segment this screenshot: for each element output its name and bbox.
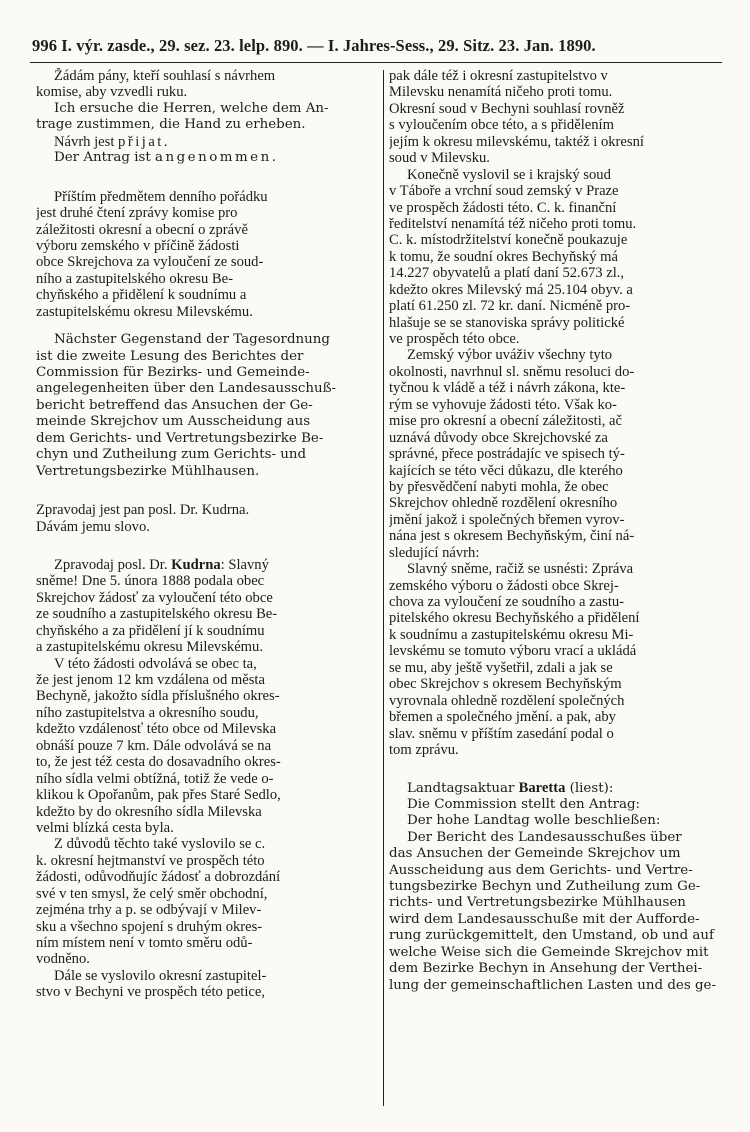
- text-line: Vertretungsbezirke Mühlhausen.: [36, 463, 260, 479]
- text-line: ředitelství nenamítá též ničeho proti tomu.: [389, 215, 637, 232]
- text-line: to, že jest též cesta do dosavadního okres-: [36, 754, 281, 771]
- text-line: v Táboře a vrchní soud zemský v Praze: [389, 183, 619, 200]
- text-line: uznává důvody obce Skrejchovské za: [389, 429, 608, 446]
- text-line: k tomu, že soudní okres Bechyňský má: [389, 248, 619, 265]
- text-line: s vyloučením obce této, a s přidělením: [389, 117, 614, 134]
- text-line: sledující návrh:: [389, 544, 480, 561]
- motion-accepted-german-prefix: Der Antrag ist: [54, 150, 155, 166]
- text-line: Der hohe Landtag wolle beschließen:: [407, 813, 661, 829]
- text-line: ním místem není v tomto směru odů-: [36, 935, 253, 951]
- speech-opening-rest: : Slavný: [220, 556, 269, 573]
- german-motion-intro: [389, 797, 720, 830]
- text-line: angelegenheiten über den Landesausschuß-: [36, 381, 337, 397]
- motion-accepted-german-word: angenommen.: [155, 150, 279, 166]
- text-line: kdežto by do okresního sídla Milevska: [36, 803, 262, 820]
- text-line: richts- und Vertretungsbezirke Mühlhausen: [389, 895, 686, 911]
- speech-continuation: [389, 68, 720, 167]
- secretary-title: Landtagsaktuar: [407, 781, 519, 797]
- motion-accepted-prefix: Návrh jest: [54, 133, 119, 150]
- left-column: [36, 68, 380, 1001]
- right-column: [389, 68, 720, 994]
- text-line: bericht betreffend das Ansuchen der Ge-: [36, 397, 313, 413]
- page-header: 996 I. výr. zasde., 29. sez. 23. lelp. 890. — I. Jahres-Sess., 29. Sitz. 23. Jan. 1890.: [32, 36, 596, 55]
- text-line: velmi blízká cesta byla.: [36, 819, 174, 836]
- text-line: chyn und Zutheilung zum Gerichts- und: [36, 447, 307, 463]
- text-line: tungsbezirke Bechyn und Zutheilung zum Ge-: [389, 879, 701, 894]
- text-line: Milevsku nenamítá ničeho proti tomu.: [389, 84, 613, 101]
- text-line: rung zurückgemittelt, den Umstand, ob und auf: [389, 928, 714, 944]
- text-line: pitelského okresu Bechyňského a přidělení: [389, 610, 640, 627]
- header-rule: [30, 62, 722, 63]
- text-line: Žádám pány, kteří souhlasí s návrhem: [54, 68, 276, 84]
- text-line: meinde Skrejchov um Ausscheidung aus: [36, 414, 311, 430]
- secretary-action: (liest):: [565, 781, 614, 797]
- text-line: jmění jakož i společných břemen vyrov-: [389, 511, 625, 528]
- text-line: že jest jenom 12 km vzdálena od města: [36, 672, 265, 688]
- text-line: zemského výboru o žádosti obce Skrej-: [389, 577, 619, 594]
- text-line: 14.227 obyvatelů a platí daní 52.673 zl.,: [389, 265, 625, 282]
- column-divider: [383, 70, 384, 1106]
- text-line: wird dem Landesausschuße mit der Aufforde-: [389, 911, 700, 927]
- text-line: dem Gerichts- und Vertretungsbezirke Be-: [36, 430, 324, 446]
- text-line: jest druhé čtení zprávy komise pro: [36, 205, 238, 222]
- text-line: Nächster Gegenstand der Tagesordnung: [54, 332, 330, 348]
- text-line: levskému se tomuto výboru vrací a ukládá: [389, 643, 637, 660]
- text-line: slav. sněmu v příštím zasedání podal o: [389, 725, 614, 742]
- text-line: Zemský výbor uváživ všechny tyto: [407, 347, 613, 364]
- speaker-name: Kudrna: [171, 556, 221, 573]
- text-line: komise, aby vzvedli ruku.: [36, 84, 188, 101]
- text-line: klikou k Opořanům, pak přes Staré Sedlo,: [36, 787, 281, 804]
- text-line: se mu, aby ještě vyšetřil, zdali a jak se: [389, 659, 613, 676]
- rapporteur-speech: [36, 557, 380, 1001]
- text-line: chova za vyloučení ze soudního a zastu-: [389, 594, 625, 610]
- speaker-prefix: Zpravodaj posl. Dr.: [54, 556, 172, 573]
- text-line: obnáší pouze 7 km. Dále odvolává se na: [36, 737, 272, 754]
- text-line: obec Skrejchov s okresem Bechyňským: [389, 676, 622, 693]
- text-line: das Ansuchen der Gemeinde Skrejchov um: [389, 846, 681, 862]
- text-line: Dávám jemu slovo.: [36, 518, 150, 535]
- german-motion-text: [389, 830, 720, 994]
- text-line: welche Weise sich die Gemeinde Skrejchov mit: [389, 944, 709, 960]
- text-line: sku a všechno spojení s druhým okres-: [36, 918, 263, 935]
- text-line: správné, přece postrádajíc ve spisech tý-: [389, 446, 625, 463]
- text-line: dem Bezirke Bechyn in Ansehung der Verthei-: [389, 961, 703, 977]
- text-line: Slavný sněme, račiž se usnésti: Zpráva: [407, 561, 634, 578]
- secretary-name: Baretta: [518, 780, 566, 797]
- text-line: Zpravodaj jest pan posl. Dr. Kudrna.: [36, 502, 250, 519]
- text-line: soud v Milevsku.: [389, 150, 490, 167]
- text-line: Skrejchov ohledně rozdělení okresního: [389, 495, 618, 512]
- text-line: trage zustimmen, die Hand zu erheben.: [36, 117, 306, 133]
- text-line: ního sídla velmi obtížná, totiž že vede o-: [36, 770, 274, 787]
- motion-text: [389, 561, 720, 758]
- text-line: Ich ersuche die Herren, welche dem An-: [54, 100, 329, 116]
- text-line: V této žádosti odvolává se obec ta,: [54, 655, 257, 672]
- text-line: lung der gemeinschaftlichen Lasten und des ge-: [389, 977, 717, 993]
- text-line: stvo v Bechyni ve prospěch této petice,: [36, 984, 265, 1001]
- text-line: hlašuje se se stanoviska správy politické: [389, 314, 625, 331]
- text-line: tyčnou k vládě a též i návrh zákona, kte-: [389, 380, 626, 397]
- text-line: Příštím předmětem denního pořádku: [54, 188, 268, 205]
- text-line: sněme! Dne 5. února 1888 podala obec: [36, 573, 265, 590]
- text-line: Ausscheidung aus dem Gerichts- und Vertre-: [389, 862, 693, 878]
- text-line: zastupitelskému okresu Milevskému.: [36, 303, 253, 320]
- secretary-reads: [389, 780, 720, 796]
- text-line: žádosti, odůvodňujíc žádosť a dobrozdání: [36, 869, 281, 886]
- text-line: ist die zweite Lesung des Berichtes der: [36, 348, 304, 364]
- text-line: ve prospěch žádosti této. C. k. finanční: [389, 199, 617, 216]
- text-line: Konečně vyslovil se i krajský soud: [407, 166, 611, 183]
- text-line: výboru zemského v příčině žádosti: [36, 237, 240, 254]
- paragraph-courts: [389, 167, 720, 348]
- text-line: zejména trhy a p. se odbývají v Milev-: [36, 902, 262, 919]
- paragraph-committee: [389, 347, 720, 561]
- text-line: nána jest s okresem Bechyňským, činí ná-: [389, 528, 635, 545]
- text-line: své v ten smysl, že celý směr obchodní,: [36, 885, 268, 902]
- text-line: ve prospěch této obce.: [389, 331, 520, 347]
- text-line: vodněno.: [36, 951, 90, 968]
- text-line: kdežto vzdálenosť této obce od Milevska: [36, 721, 277, 738]
- text-line: ního zastupitelstva a okresního soudu,: [36, 704, 259, 721]
- text-line: okolnosti, navrhnul sl. sněmu resoluci do-: [389, 363, 635, 380]
- text-line: Skrejchov žádosť za vyloučení této obce: [36, 589, 273, 606]
- next-agenda-item-german: [36, 332, 380, 480]
- motion-accepted-word: přijat.: [118, 133, 170, 150]
- text-line: C. k. místodržitelství konečně poukazuje: [389, 232, 628, 249]
- text-line: ního a zastupitelského okresu Be-: [36, 270, 233, 287]
- text-line: pak dále též i okresní zastupitelstvo v: [389, 68, 608, 84]
- text-line: jejím k okresu milevskému, taktéž i okresní: [389, 133, 644, 150]
- next-agenda-item: [36, 189, 380, 321]
- text-line: břemen a společného jmění. a pak, aby: [389, 709, 616, 726]
- text-line: Z důvodů těchto také vyslovilo se c.: [54, 836, 266, 853]
- text-line: tom zprávu.: [389, 741, 459, 758]
- motion-accepted-german: [36, 150, 380, 166]
- text-line: ze soudního a zastupitelského okresu Be-: [36, 606, 278, 623]
- text-line: Okresní soud v Bechyni souhlasí rovněž: [389, 100, 625, 117]
- text-line: chyňského a přidělení k soudnímu a: [36, 287, 247, 304]
- motion-accepted: [36, 134, 380, 150]
- text-line: vyrovnala ohledně rozdělení společných: [389, 692, 625, 709]
- vote-request: [36, 68, 380, 101]
- text-line: k soudnímu a zastupitelskému okresu Mi-: [389, 626, 634, 643]
- text-line: obce Skrejchova za vyloučení ze soud-: [36, 254, 264, 271]
- text-line: by přesvědčení nabyti mohla, že obec: [389, 478, 609, 495]
- text-line: kajících se této věci důkazu, dle kterého: [389, 462, 623, 479]
- vote-request-german: [36, 101, 380, 134]
- text-line: rým se vyhovuje žádosti této. Však ko-: [389, 396, 617, 413]
- text-line: Die Commission stellt den Antrag:: [407, 796, 641, 812]
- text-line: Dále se vyslovilo okresní zastupitel-: [54, 967, 267, 984]
- text-line: chyňského a za přidělení jí k soudnímu: [36, 622, 265, 639]
- text-line: mise pro okresní a obecní záležitosti, ač: [389, 413, 623, 430]
- text-line: Commission für Bezirks- und Gemeinde-: [36, 365, 310, 380]
- text-line: a zastupitelskému okresu Milevskému.: [36, 639, 263, 656]
- speech-opening-line: [36, 557, 380, 573]
- text-line: k. okresní hejtmanství ve prospěch této: [36, 852, 265, 869]
- text-line: Bechyně, jakožto sídla příslušného okres-: [36, 688, 280, 705]
- text-line: platí 61.250 zl. 72 kr. daní. Nicméně pro-: [389, 298, 631, 315]
- text-line: kdežto okres Milevský má 25.104 obyv. a: [389, 281, 633, 298]
- text-line: záležitosti okresní a obecní o zprávě: [36, 221, 248, 238]
- rapporteur-announcement: [36, 502, 380, 535]
- text-line: Der Bericht des Landesausschußes über: [407, 829, 682, 845]
